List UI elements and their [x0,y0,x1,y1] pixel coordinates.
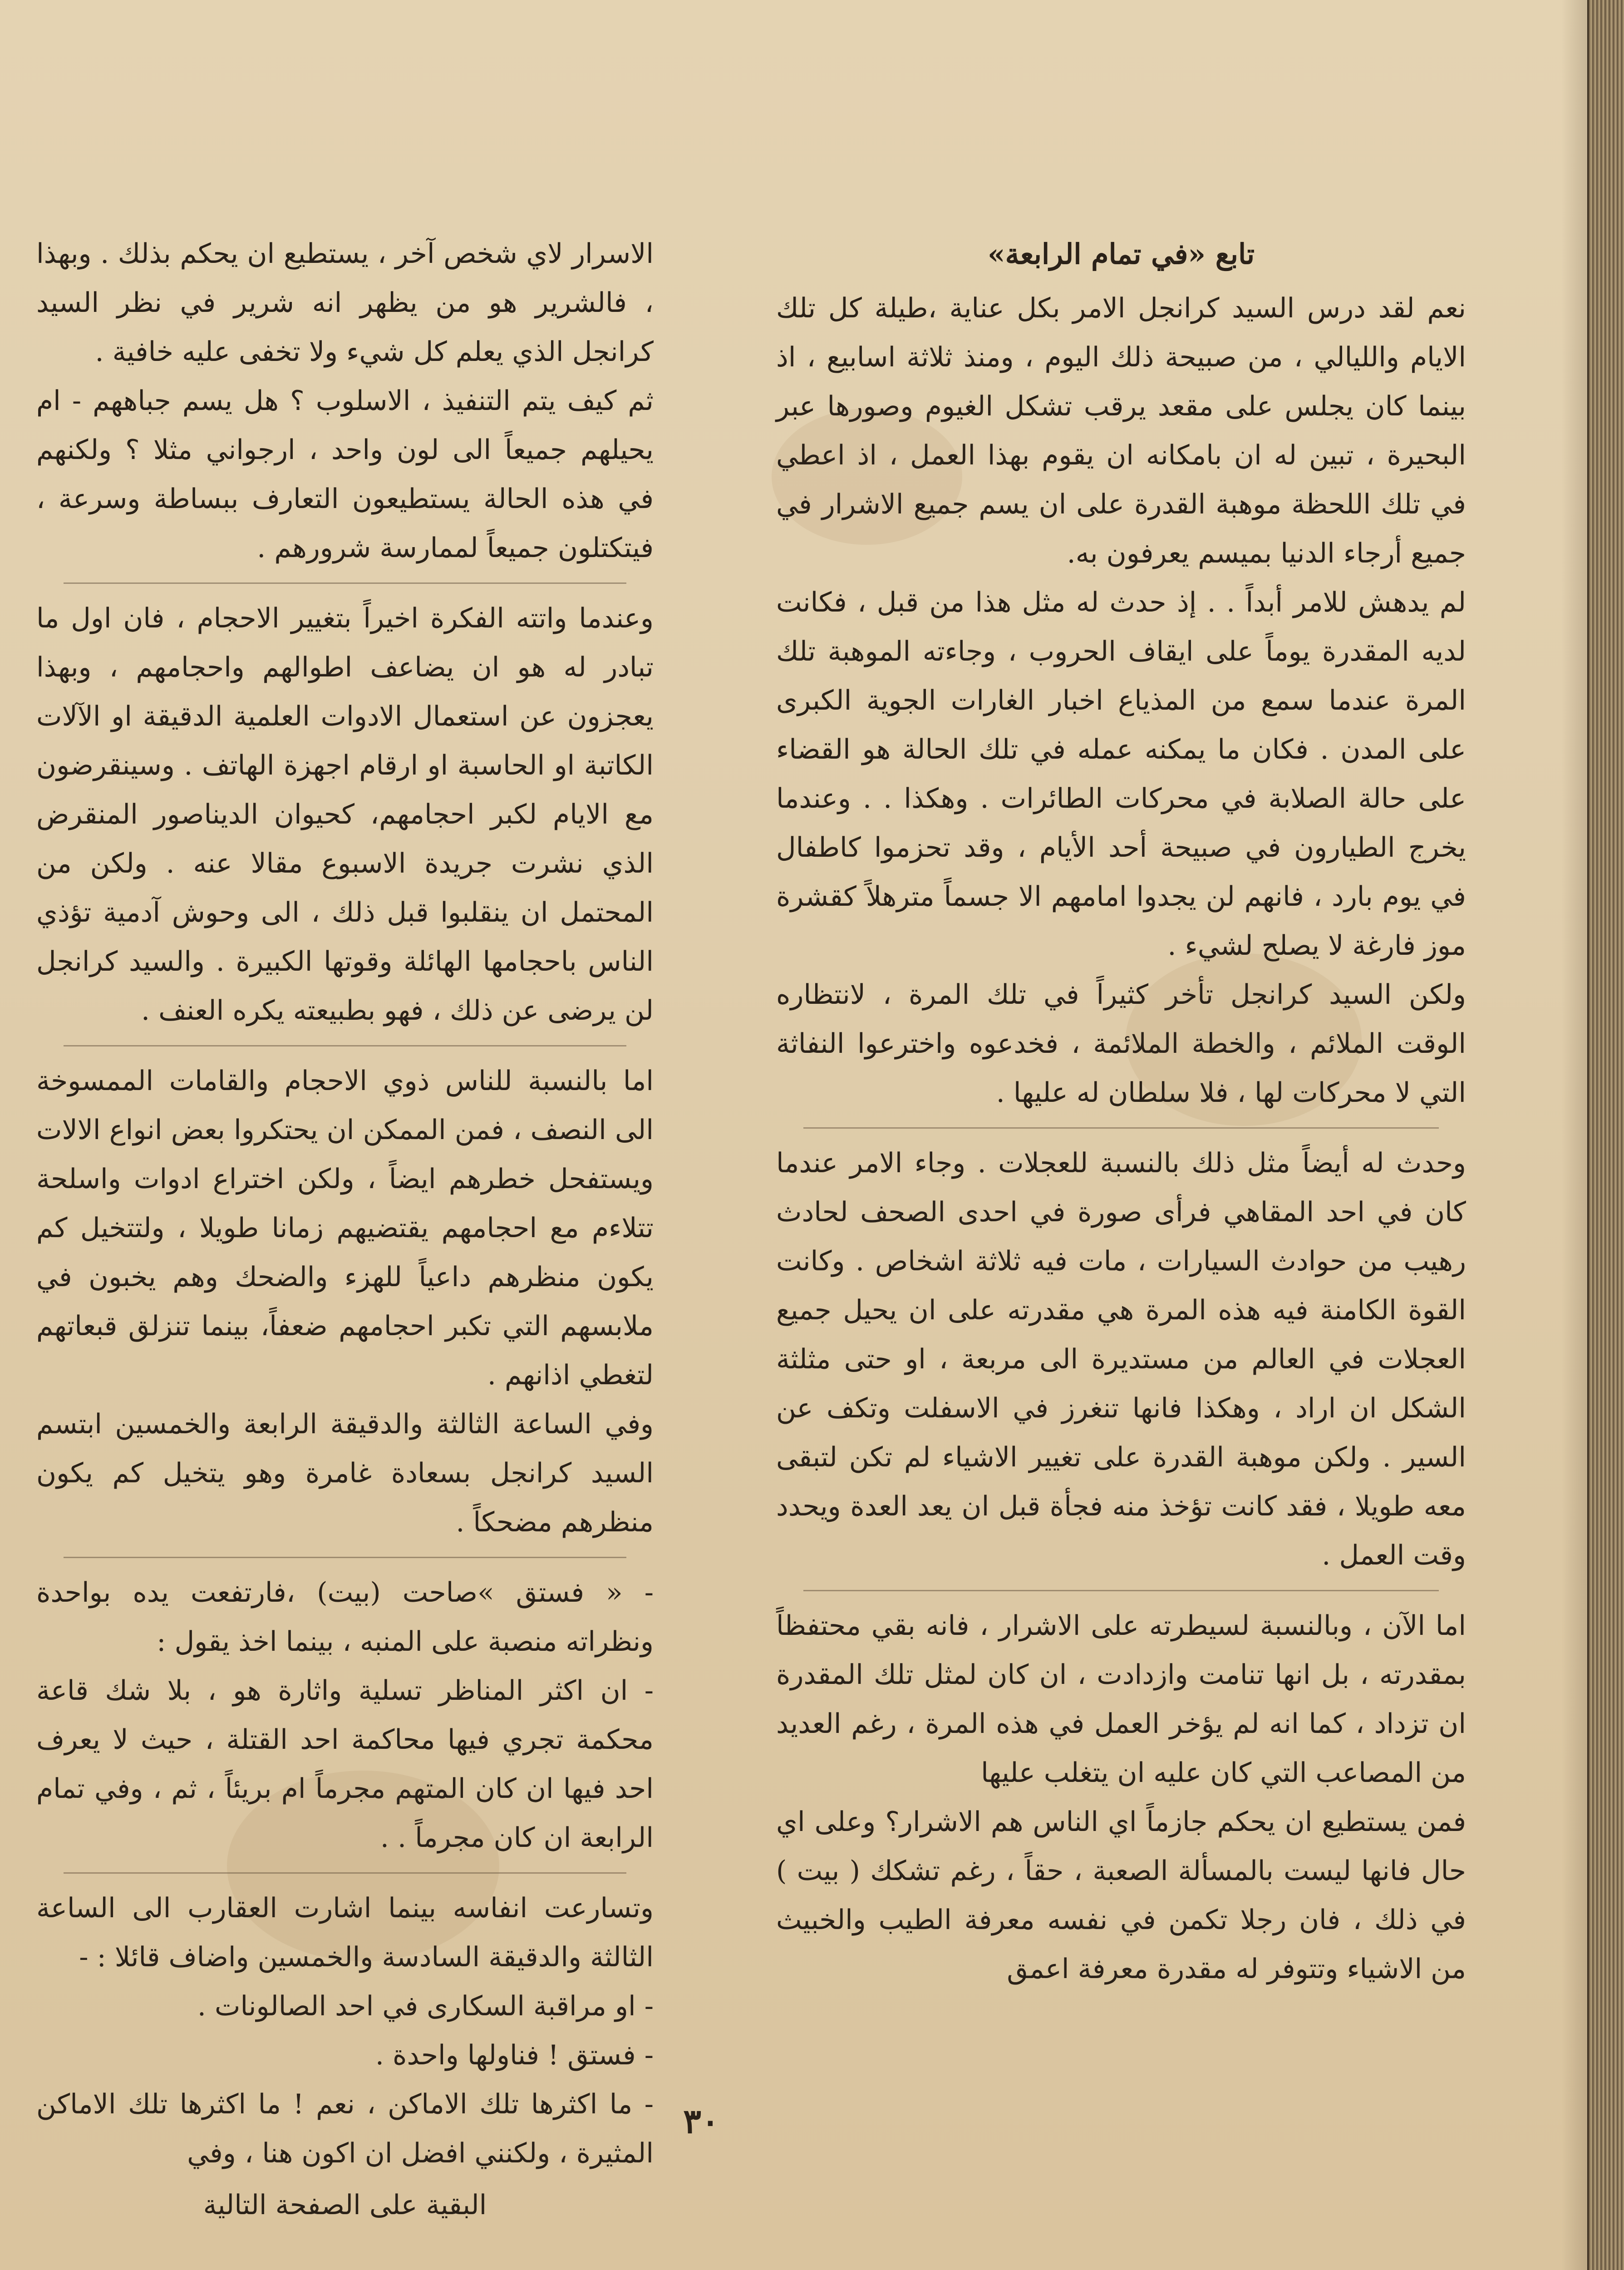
article-paragraph: اما الآن ، وبالنسبة لسيطرته على الاشرار ، فانه بقي محتفظاً بمقدرته ، بل انها تنامت وازدادت ، ان كان لمثل تلك المقدرة ان تزداد ، كما انه لم يؤخر العمل في هذه المرة ، رغم العديد من المصاعب التي كان عليه ان يتغلب عليها [776,1610,1466,1789]
dialogue-line: - ما اكثرها تلك الاماكن ، نعم ! ما اكثرها تلك الاماكن المثيرة ، ولكنني افضل ان اكون هنا ، وفي [36,2088,654,2169]
column-divider [64,1557,626,1558]
article-paragraph: ثم كيف يتم التنفيذ ، الاسلوب ؟ هل يسم جباههم - ام يحيلهم جميعاً الى لون واحد ، ارجواني مثلا ؟ ولكنهم في هذه الحالة يستطيعون التعارف ببساطة وسرعة ، فيتكتلون جميعاً لممارسة شرورهم . [36,385,654,564]
column-divider [803,1127,1439,1129]
continued-note: البقية على الصفحة التالية [203,2189,487,2221]
article-paragraph: اما بالنسبة للناس ذوي الاحجام والقامات الممسوخة الى النصف ، فمن الممكن ان يحتكروا بعض انواع الالات ويستفحل خطرهم ايضاً ، ولكن اختراع ادوات واسلحة تتلاءم مع احجامهم يقتضيهم زمانا طويلا ، ولتتخيل كم يكون منظرهم داعياً للهزء والضحك وهم يخبون في ملابسهم التي تكبر احجامهم ضعفاً، بينما تنزلق قبعاتهم لتغطي اذانهم . [36,1065,654,1391]
article-paragraph: لم يدهش للامر أبداً . . إذ حدث له مثل هذا من قبل ، فكانت لديه المقدرة يوماً على ايقاف الحروب ، وجاءته الموهبة تلك المرة عندما سمع من المذياع اخبار الغارات الجوية الكبرى على المدن . فكان ما يمكنه عمله في تلك الحالة هو القضاء على حالة الصلابة في محركات الطائرات . وهكذا . . وعندما يخرج الطيارون في صبيحة أحد الأيام ، وقد تحزموا كاطفال في يوم بارد ، فانهم لن يجدوا امامهم الا جسماً مترهلاً كقشرة موز فارغة لا يصلح لشيء . [776,587,1466,962]
article-paragraph: الاسرار لاي شخص آخر ، يستطيع ان يحكم بذلك . وبهذا ، فالشرير هو من يظهر انه شرير في نظر السيد كرانجل الذي يعلم كل شيء ولا تخفى عليه خافية . [36,238,654,368]
right-column [776,229,1466,1994]
book-page-edges [1587,0,1624,2270]
dialogue-line: - « فستق »صاحت (بيت) ،فارتفعت يده بواحدة ونظراته منصبة على المنبه ، بينما اخذ يقول : [36,1577,654,1658]
article-paragraph: وحدث له أيضاً مثل ذلك بالنسبة للعجلات . وجاء الامر عندما كان في احد المقاهي فرأى صورة في احدى الصحف لحادث رهيب من حوادث السيارات ، مات فيه ثلاثة اشخاص . وكانت القوة الكامنة فيه هذه المرة هي مقدرته على ان يحيل جميع العجلات في العالم من مستديرة الى مربعة ، او حتى مثلثة الشكل ان اراد ، وهكذا فانها تنغرز في الاسفلت وتكف عن السير . ولكن موهبة القدرة على تغيير الاشياء لم تكن لتبقى معه طويلا ، فقد كانت تؤخذ منه فجأة قبل ان يعد العدة ويحدد وقت العمل . [776,1147,1466,1571]
column-divider [64,1872,626,1874]
article-paragraph: وعندما واتته الفكرة اخيراً بتغيير الاحجام ، فان اول ما تبادر له هو ان يضاعف اطوالهم واحجامهم ، وبهذا يعجزون عن استعمال الادوات العلمية الدقيقة او الآلات الكاتبة او الحاسبة او ارقام اجهزة الهاتف . وسينقرضون مع الايام لكبر احجامهم، كحيوان الديناصور المنقرض الذي نشرت جريدة الاسبوع مقالا عنه . ولكن من المحتمل ان ينقلبوا قبل ذلك ، الى وحوش آدمية تؤذي الناس باحجامها الهائلة وقوتها الكبيرة . والسيد كرانجل لن يرضى عن ذلك ، فهو بطبيعته يكره العنف . [36,602,654,1026]
left-column [36,229,654,2257]
article-paragraph: ولكن السيد كرانجل تأخر كثيراً في تلك المرة ، لانتظاره الوقت الملائم ، والخطة الملائمة ، فخدعوه واخترعوا النفاثة التي لا محركات لها ، فلا سلطان له عليها . [776,979,1466,1109]
article-paragraph: وفي الساعة الثالثة والدقيقة الرابعة والخمسين ابتسم السيد كرانجل بسعادة غامرة وهو يتخيل كم يكون منظرهم مضحكاً . [36,1408,654,1538]
article-paragraph: نعم لقد درس السيد كرانجل الامر بكل عناية ،طيلة كل تلك الايام والليالي ، من صبيحة ذلك اليوم ، ومنذ ثلاثة اسابيع ، اذ بينما كان يجلس على مقعد يرقب تشكل الغيوم وصورها عبر البحيرة ، تبين له ان بامكانه ان يقوم بهذا العمل ، اذ اعطي في تلك اللحظة موهبة القدرة على ان يسم جميع الاشرار في جميع أرجاء الدنيا بميسم يعرفون به. [776,292,1466,569]
article-paragraph: فمن يستطيع ان يحكم جازماً اي الناس هم الاشرار؟ وعلى اي حال فانها ليست بالمسألة الصعبة ، حقاً ، رغم تشكك ( بيت ) في ذلك ، فان رجلا تكمن في نفسه معرفة الطيب والخبيث من الاشياء وتتوفر له مقدرة معرفة اعمق [776,1806,1466,1985]
column-divider [64,582,626,584]
dialogue-line: - او مراقبة السكارى في احد الصالونات . [197,1990,654,2022]
dialogue-line: وتسارعت انفاسه بينما اشارت العقارب الى الساعة الثالثة والدقيقة السادسة والخمسين واضاف قائلا : - [36,1892,654,1973]
article-continuation-title: تابع «في تمام الرابعة» [987,237,1255,271]
dialogue-line: - ان اكثر المناظر تسلية واثارة هو ، بلا شك قاعة محكمة تجري فيها محاكمة احد القتلة ، حيث لا يعرف احد فيها ان كان المتهم مجرماً ام بريئاً ، ثم ، وفي تمام الرابعة ان كان مجرماً . . [36,1675,654,1854]
dialogue-line: - فستق ! فناولها واحدة . [375,2039,654,2071]
column-divider [64,1045,626,1046]
page-number: ٣٠ [683,2102,719,2141]
page-fold-shadow [1561,0,1589,2270]
column-divider [803,1590,1439,1591]
